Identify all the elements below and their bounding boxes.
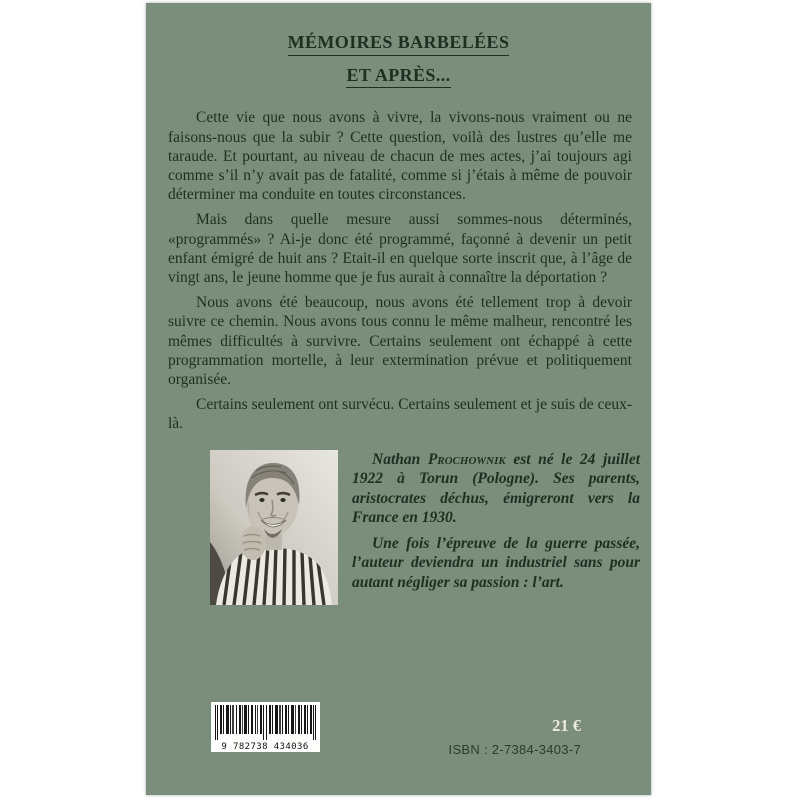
author-section	[210, 450, 640, 605]
isbn-label: ISBN : 2-7384-3403-7	[448, 742, 581, 757]
paragraph-1: Cette vie que nous avons à vivre, la vivons-nous vraiment ou ne faisons-nous que la subir ? Cette question, voilà des lustres qu’elle me taraude. Et pourtant, au niveau de chacun de mes actes, j’ai toujours agi comme s’il n’y avait pas de fatalité, comme si j’étais à même de pouvoir déterminer ma conduite en toutes circonstances.	[168, 109, 632, 204]
author-photo	[210, 450, 338, 605]
back-cover-text	[168, 108, 632, 433]
paragraph-3: Nous avons été beaucoup, nous avons été tellement trop à devoir suivre ce chemin. Nous avons tous connu le même malheur, rencontré les mêmes difficultés à survivre. Certains seulement ont échappé à cette programmation mortelle, à leur extermination prévue et politiquement organisée.	[168, 294, 632, 389]
author-bio	[352, 450, 640, 593]
bio-text-rest: est né le 24 juillet 1922 à Torun (Pologne). Ses parents, aristocrates déchus, émigreront vers la France en 1930.	[352, 450, 640, 527]
book-title-line1: MÉMOIRES BARBELÉES	[288, 32, 510, 56]
bio-author-last-name: Prochownik	[427, 450, 506, 468]
barcode	[211, 702, 320, 752]
paragraph-4: Certains seulement ont survécu. Certains seulement et je suis de ceux-là.	[168, 396, 632, 433]
paragraph-2: Mais dans quelle mesure aussi sommes-nous déterminés, «programmés» ? Ai-je donc été programmé, façonné à devenir un petit enfant émigré de huit ans ? Etait-il en quelque sorte inscrit que, à l’âge de vingt ans, le jeune homme que je fus aurait à connaître la déportation ?	[168, 211, 632, 286]
bio-paragraph-1	[352, 450, 640, 528]
book-back-cover	[146, 3, 651, 795]
barcode-digits-svg: 9 782738 434036	[221, 742, 309, 752]
bio-paragraph-2: Une fois l’épreuve de la guerre passée, l’auteur deviendra un industriel sans pour autant négliger sa passion : l’art.	[352, 534, 640, 591]
title-block	[146, 3, 651, 88]
book-title-line2: ET APRÈS...	[346, 65, 450, 89]
bio-author-first-name: Nathan	[372, 450, 421, 468]
price-label: 21 €	[552, 716, 581, 735]
